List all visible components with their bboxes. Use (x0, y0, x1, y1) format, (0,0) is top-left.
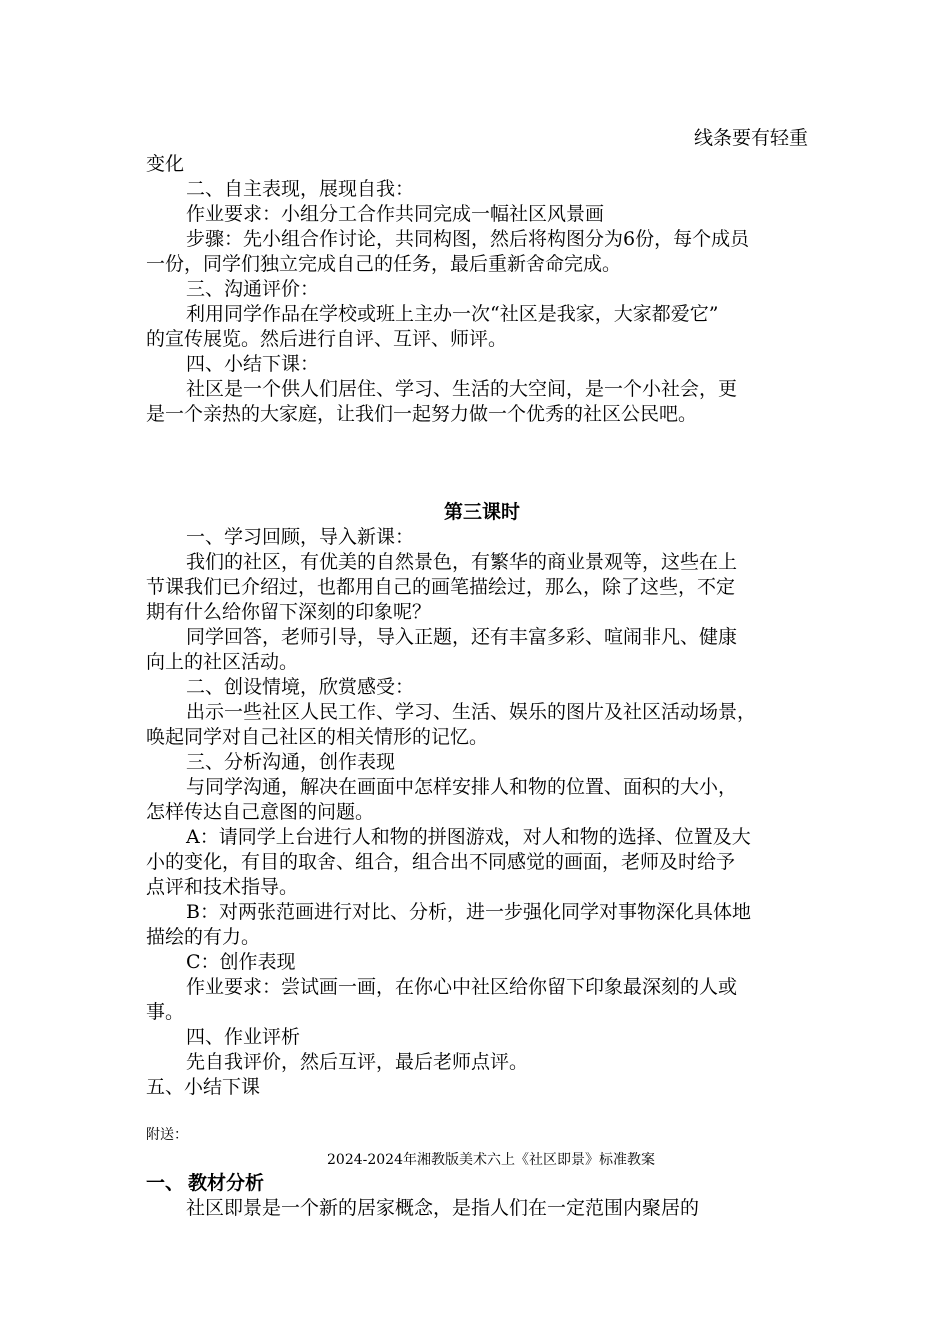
paragraph-line: C：创作表现 (186, 951, 296, 973)
appendix-label: 附送： (146, 1127, 188, 1143)
paragraph-line: 步骤：先小组合作讨论，共同构图，然后将构图分为6份，每个成员 (186, 228, 750, 250)
paragraph-line: 一份，同学们独立完成自己的任务，最后重新舍命完成。 (146, 253, 622, 275)
paragraph-line: 怎样传达自己意图的问题。 (146, 801, 375, 823)
paragraph-line: 是一个亲热的大家庭，让我们一起努力做一个优秀的社区公民吧。 (146, 403, 698, 425)
paragraph-line: 向上的社区活动。 (146, 651, 299, 673)
section-heading: 三、分析沟通，创作表现 (186, 751, 396, 773)
paragraph-line: 变化 (146, 153, 185, 175)
section-heading: 二、创设情境，欣赏感受： (186, 676, 415, 698)
paragraph-line: 同学回答，老师引导，导入正题，还有丰富多彩、喧闹非凡、健康 (186, 626, 738, 648)
paragraph-line: 社区即景是一个新的居家概念，是指人们在一定范围内聚居的 (186, 1197, 700, 1219)
section-title: 教材分析 (188, 1172, 265, 1194)
paragraph-line: 事。 (146, 1001, 185, 1023)
paragraph-line: 期有什么给你留下深刻的印象呢？ (146, 601, 432, 623)
paragraph-line: A：请同学上台进行人和物的拼图游戏，对人和物的选择、位置及大 (186, 826, 751, 848)
paragraph-line: 线条要有轻重 (693, 127, 808, 149)
section-heading: 四、作业评析 (186, 1026, 301, 1048)
paragraph-line: 与同学沟通，解决在画面中怎样安排人和物的位置、面积的大小， (186, 776, 738, 798)
paragraph-line: B：对两张范画进行对比、分析，进一步强化同学对事物深化具体地 (186, 901, 751, 923)
section-heading: 一、学习回顾，导入新课： (186, 526, 415, 548)
paragraph-line: 小的变化，有目的取舍、组合，组合出不同感觉的画面，老师及时给予 (146, 851, 736, 873)
paragraph-line: 我们的社区，有优美的自然景色，有繁华的商业景观等，这些在上 (186, 551, 738, 573)
paragraph-line: 描绘的有力。 (146, 926, 261, 948)
paragraph-line: 社区是一个供人们居住、学习、生活的大空间，是一个小社会，更 (186, 378, 738, 400)
appendix-section-heading (146, 1171, 264, 1195)
paragraph-line: 点评和技术指导。 (146, 876, 299, 898)
section-number: 一、 (146, 1172, 185, 1194)
section-heading: 三、沟通评价： (186, 278, 320, 300)
paragraph-line: 的宣传展览。然后进行自评、互评、师评。 (146, 328, 508, 350)
section-heading: 四、小结下课： (186, 353, 320, 375)
paragraph-line: 先自我评价，然后互评，最后老师点评。 (186, 1051, 529, 1073)
lesson-title: 第三课时 (443, 501, 520, 523)
paragraph-line: 节课我们已介绍过，也都用自己的画笔描绘过，那么，除了这些，不定 (146, 576, 736, 598)
paragraph-line: 利用同学作品在学校或班上主办一次“社区是我家，大家都爱它” (186, 303, 719, 325)
paragraph-line: 作业要求：小组分工合作共同完成一幅社区风景画 (186, 203, 605, 225)
section-heading: 二、自主表现，展现自我： (186, 178, 415, 200)
paragraph-line: 唤起同学对自己社区的相关情形的记忆。 (146, 726, 489, 748)
paragraph-line: 作业要求：尝试画一画，在你心中社区给你留下印象最深刻的人或 (186, 976, 738, 998)
section-heading: 五、小结下课 (146, 1076, 261, 1098)
appendix-doc-title: 2024-2024年湘教版美术六上《社区即景》标准教案 (327, 1152, 655, 1168)
paragraph-line: 出示一些社区人民工作、学习、生活、娱乐的图片及社区活动场景， (186, 701, 757, 723)
